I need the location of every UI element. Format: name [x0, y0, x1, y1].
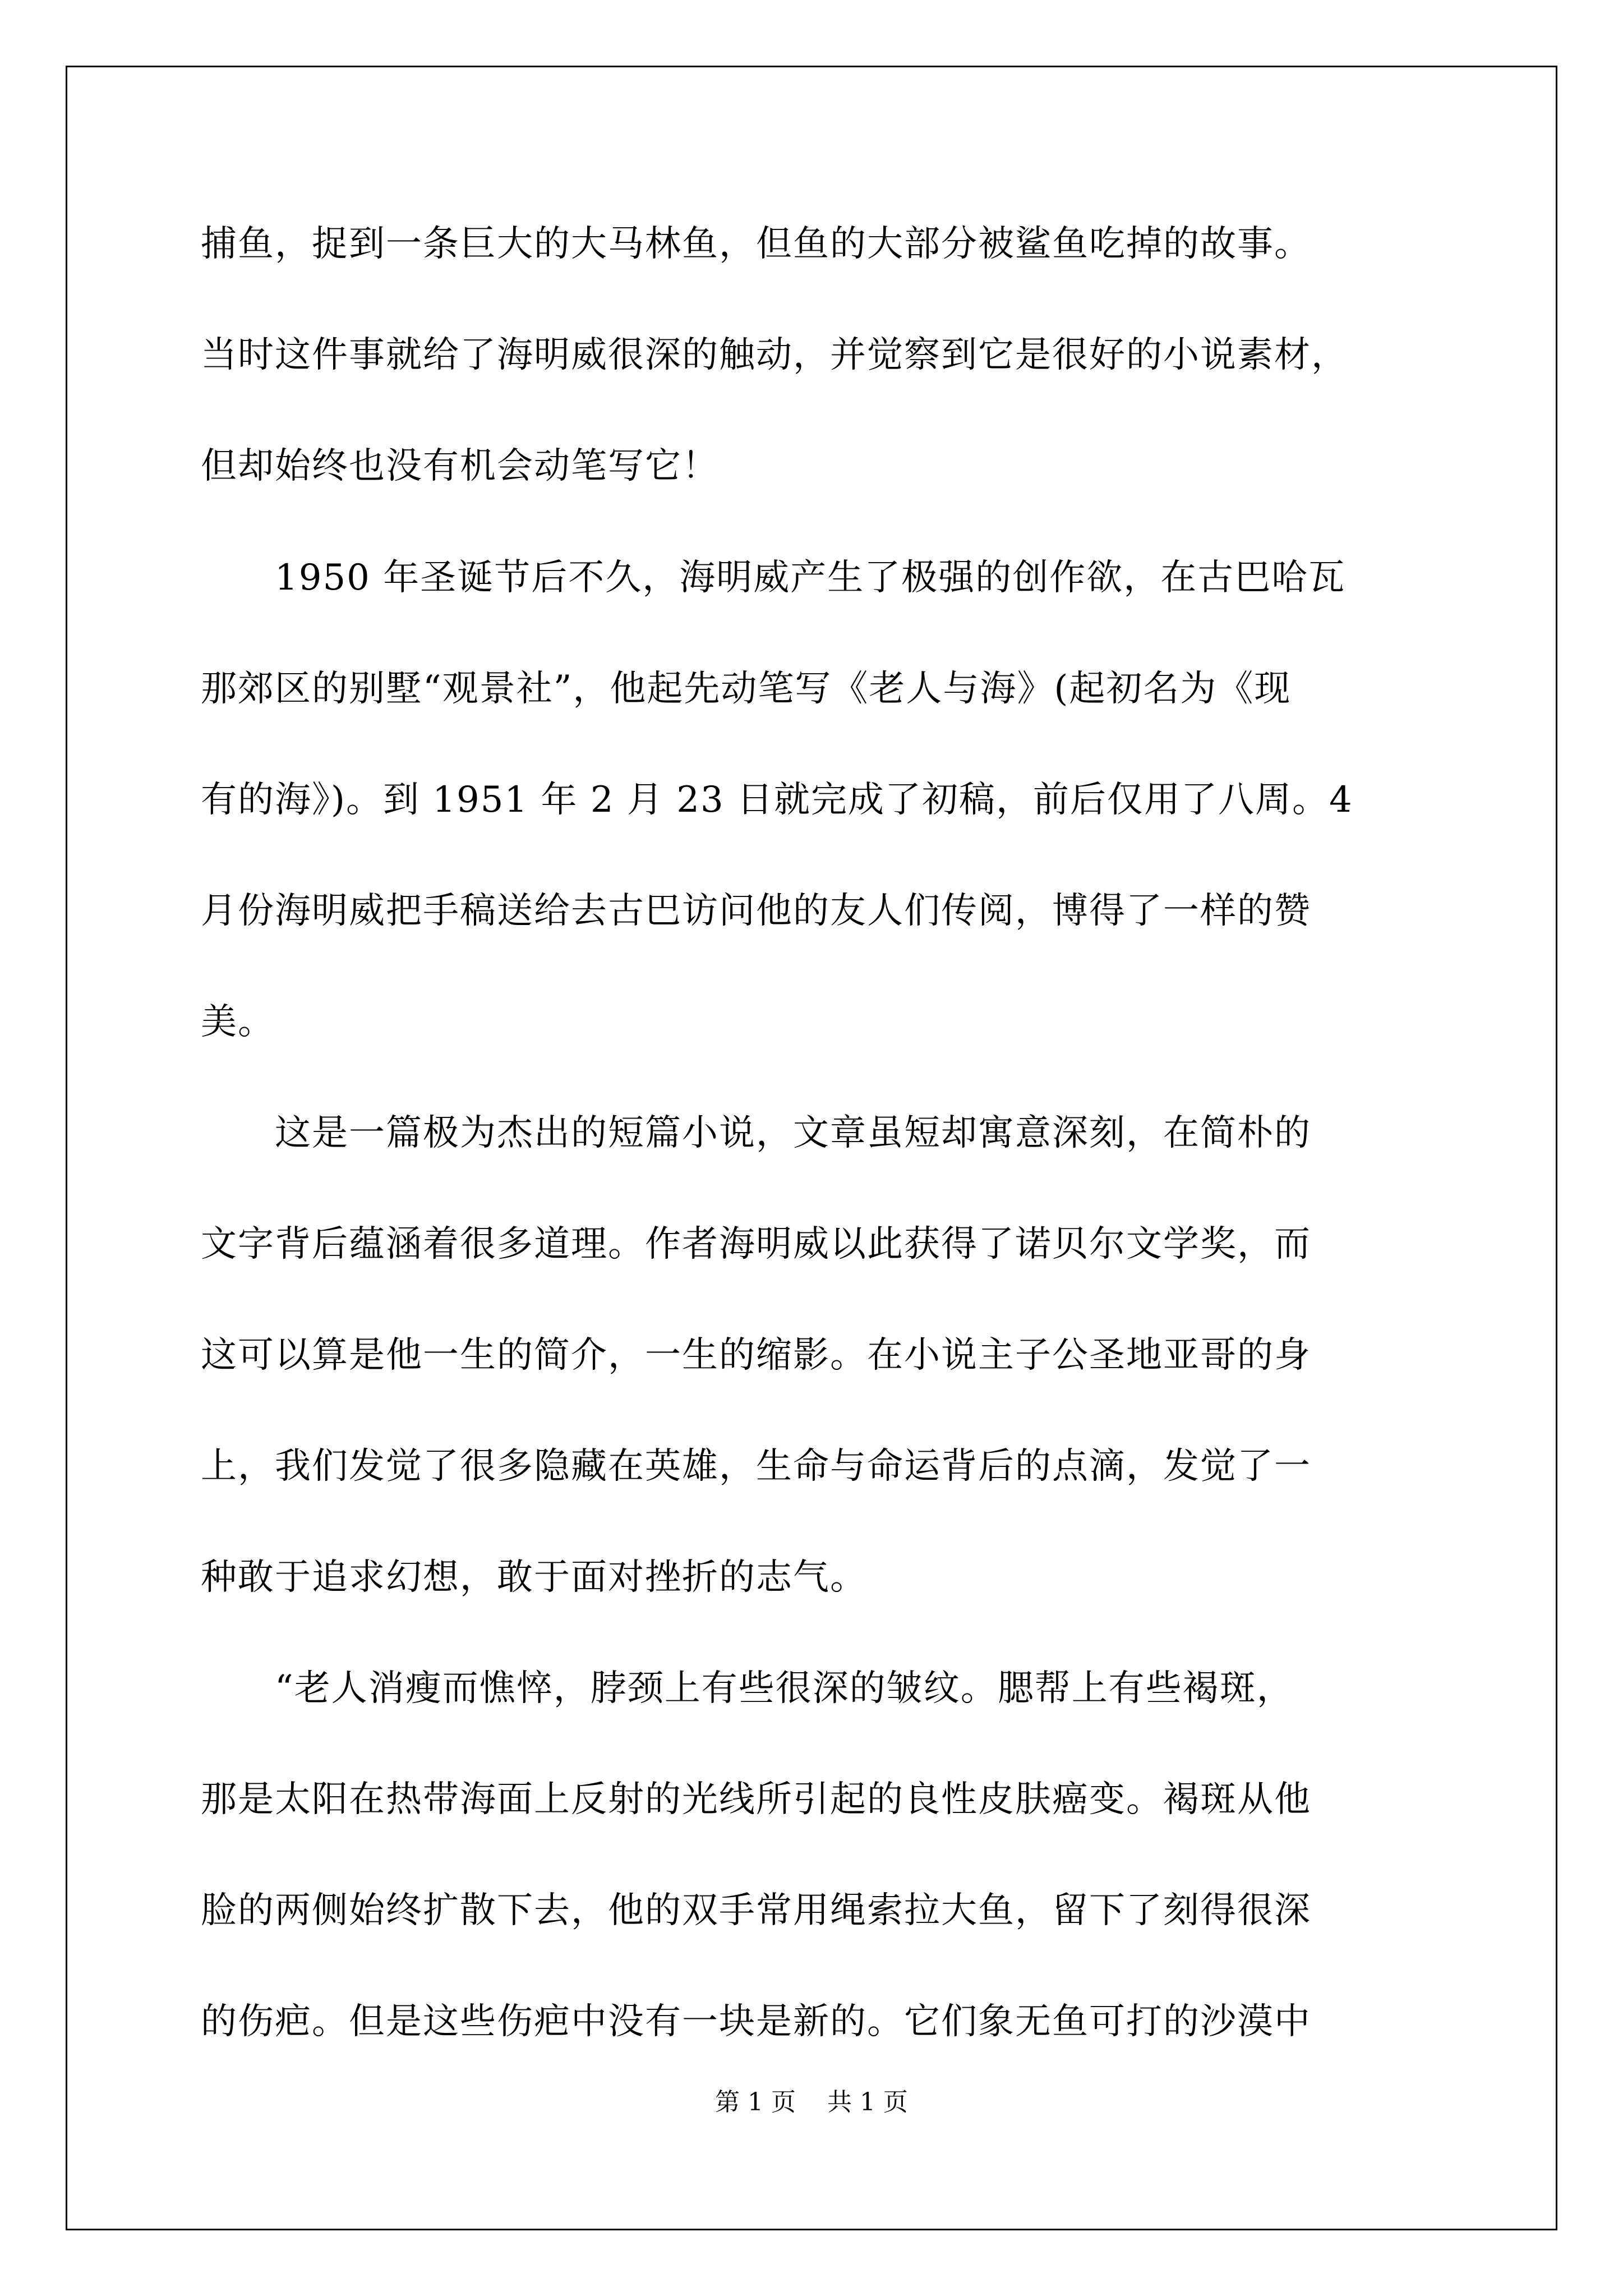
- text-line: 的伤疤。但是这些伤疤中没有一块是新的。它们象无鱼可打的沙漠中: [201, 2001, 1311, 2042]
- text-line: 但却始终也没有机会动笔写它！: [201, 445, 719, 487]
- text-line: 这可以算是他一生的简介，一生的缩影。在小说主子公圣地亚哥的身: [201, 1335, 1311, 1376]
- text-line: 美。: [201, 1001, 275, 1043]
- text-line: 脸的两侧始终扩散下去，他的双手常用绳索拉大鱼，留下了刻得很深: [201, 1890, 1311, 1931]
- text-line: 有的海》)。到 1951 年 2 月 23 日就完成了初稿，前后仅用了八周。4: [201, 779, 1353, 821]
- paragraph-first-line: “老人消瘦而憔悴，脖颈上有些很深的皱纹。腮帮上有些褐斑，: [275, 1668, 1294, 1709]
- text-line: 上，我们发觉了很多隐藏在英雄，生命与命运背后的点滴，发觉了一: [201, 1446, 1311, 1487]
- text-line: 当时这件事就给了海明威很深的触动，并觉察到它是很好的小说素材，: [201, 334, 1348, 376]
- paragraph-first-line: 1950 年圣诞节后不久，海明威产生了极强的创作欲，在古巴哈瓦: [275, 557, 1346, 599]
- text-line: 捕鱼，捉到一条巨大的大马林鱼，但鱼的大部分被鲨鱼吃掉的故事。: [201, 223, 1311, 265]
- text-line: 种敢于追求幻想，敢于面对挫折的志气。: [201, 1557, 867, 1598]
- text-line: 文字背后蕴涵着很多道理。作者海明威以此获得了诺贝尔文学奖，而: [201, 1223, 1311, 1265]
- text-line: 那是太阳在热带海面上反射的光线所引起的良性皮肤癌变。褐斑从他: [201, 1779, 1311, 1820]
- paragraph-first-line: 这是一篇极为杰出的短篇小说，文章虽短却寓意深刻，在简朴的: [275, 1112, 1311, 1154]
- text-line: 月份海明威把手稿送给去古巴访问他的友人们传阅，博得了一样的赞: [201, 890, 1311, 932]
- text-line: 那郊区的别墅“观景社”，他起先动笔写《老人与海》(起初名为《现: [201, 668, 1292, 710]
- page-number-footer: 第 1 页 共 1 页: [715, 2088, 908, 2116]
